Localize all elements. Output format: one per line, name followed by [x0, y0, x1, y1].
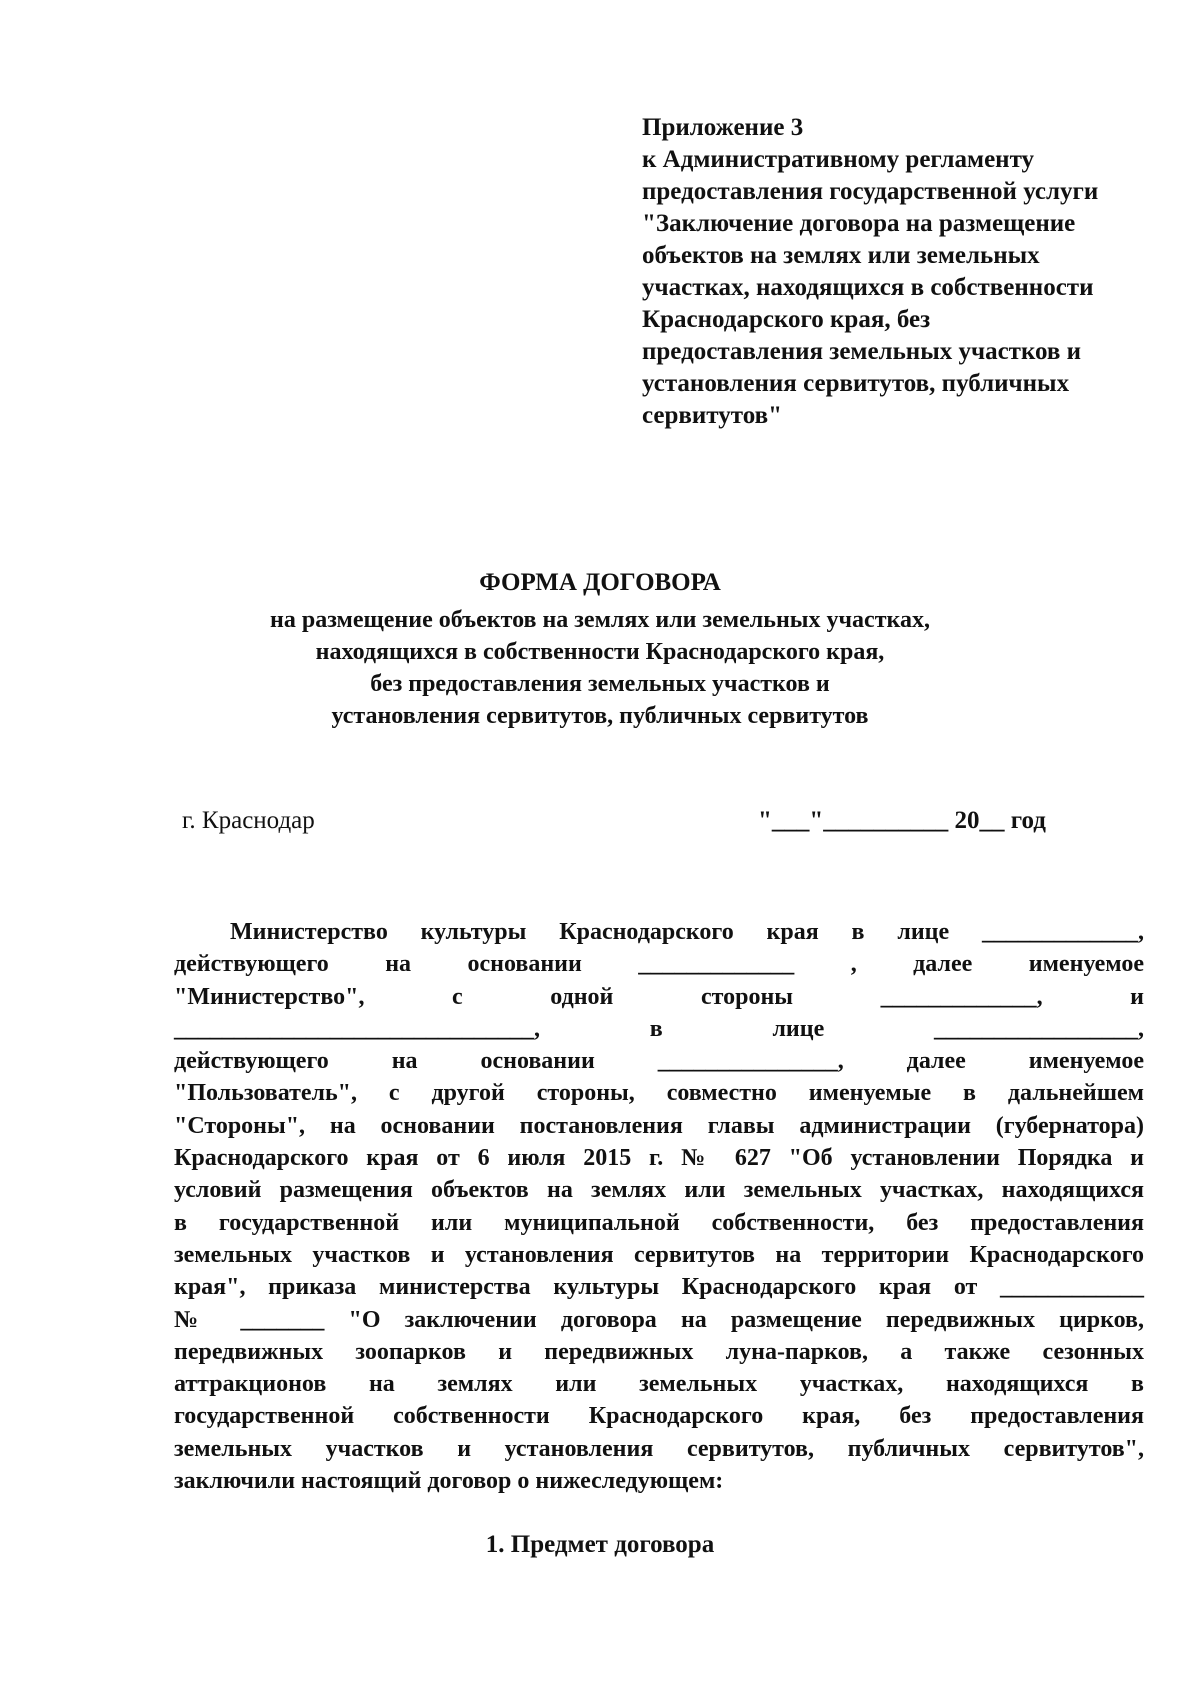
contract-city: г. Краснодар — [182, 807, 315, 834]
form-subtitle-line: установления сервитутов, публичных сервитутов — [331, 703, 869, 729]
preamble-line: заключили настоящий договор о нижеследующем: — [174, 1468, 724, 1495]
preamble-line: края", приказа министерства культуры Краснодарского края от ____________ — [174, 1274, 1144, 1301]
appendix-block — [642, 112, 1122, 432]
section-heading: 1. Предмет договора — [485, 1531, 715, 1558]
appendix-line: предоставления земельных участков и — [642, 338, 1082, 365]
preamble-line: действующего на основании _____________ , далее именуемое — [174, 951, 1144, 978]
appendix-line: предоставления государственной услуги — [642, 178, 1099, 205]
preamble-line: земельных участков и установления сервитутов, публичных сервитутов", — [174, 1435, 1144, 1462]
appendix-line: "Заключение договора на размещение — [642, 210, 1076, 237]
preamble-line: условий размещения объектов на землях или земельных участках, находящихся — [174, 1177, 1144, 1204]
preamble-line: Краснодарского края от 6 июля 2015 г. № 627 "Об установлении Порядка и — [174, 1145, 1144, 1172]
form-subtitle-line: находящихся в собственности Краснодарского края, — [315, 639, 885, 665]
preamble-line: "Пользователь", с другой стороны, совместно именуемые в дальнейшем — [174, 1080, 1144, 1107]
preamble-line: передвижных зоопарков и передвижных луна-парков, а также сезонных — [174, 1338, 1144, 1365]
form-title: ФОРМА ДОГОВОРА — [479, 569, 721, 596]
preamble-line: № _______ "О заключении договора на размещение передвижных цирков, — [174, 1306, 1144, 1333]
preamble-line: земельных участков и установления сервитутов на территории Краснодарского — [174, 1241, 1144, 1268]
preamble-line: "Стороны", на основании постановления главы администрации (губернатора) — [174, 1112, 1144, 1139]
appendix-title: Приложение 3 — [642, 114, 804, 141]
contract-preamble — [174, 916, 1144, 1497]
contract-date-blank: "___"__________ 20__ год — [758, 807, 1046, 834]
appendix-line: объектов на землях или земельных — [642, 242, 1040, 269]
preamble-line: в государственной или муниципальной собственности, без предоставления — [174, 1209, 1144, 1236]
appendix-line: к Административному регламенту — [642, 146, 1035, 173]
form-subtitle-line: на размещение объектов на землях или земельных участках, — [270, 607, 930, 633]
preamble-line: ______________________________, в лице _________________, — [174, 1015, 1144, 1042]
preamble-line: "Министерство", с одной стороны _____________, и — [174, 983, 1144, 1010]
preamble-line: действующего на основании _______________, далее именуемое — [174, 1048, 1144, 1075]
appendix-line: Краснодарского края, без — [642, 306, 931, 333]
preamble-line: аттракционов на землях или земельных участках, находящихся в — [174, 1371, 1144, 1398]
appendix-line: участках, находящихся в собственности — [642, 274, 1094, 301]
preamble-line: Министерство культуры Краснодарского края в лице _____________, — [230, 919, 1144, 945]
form-subtitle-line: без предоставления земельных участков и — [370, 671, 830, 697]
preamble-line: государственной собственности Краснодарского края, без предоставления — [174, 1403, 1144, 1430]
appendix-line: сервитутов" — [642, 402, 782, 429]
form-subtitle — [150, 604, 1050, 732]
appendix-line: установления сервитутов, публичных — [642, 370, 1070, 397]
